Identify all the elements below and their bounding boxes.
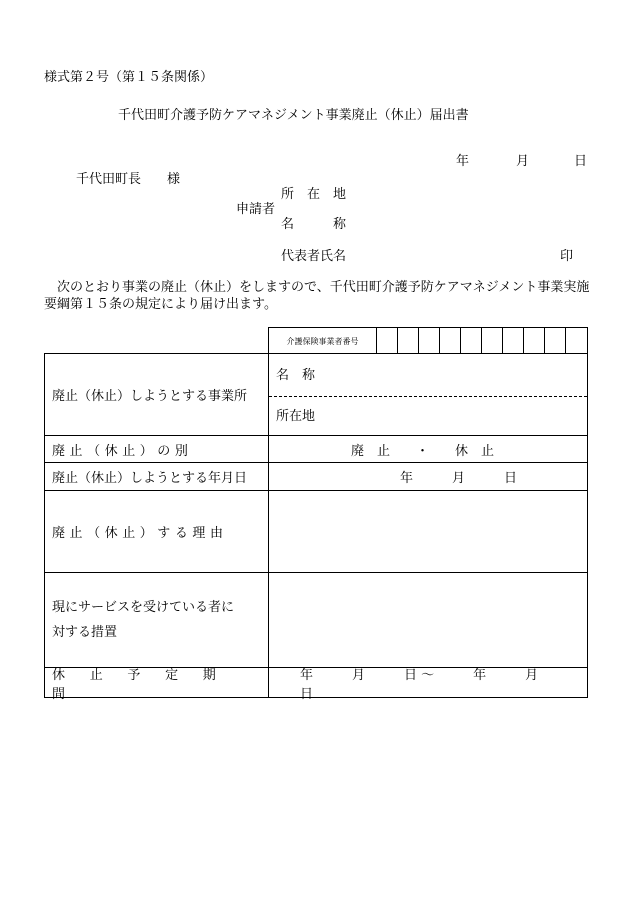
applicant-label: 申請者	[236, 202, 276, 217]
body-text	[44, 279, 590, 313]
facility-label: 廃止（休止）しようとする事業所	[45, 354, 269, 435]
period-label: 休止予定期間	[45, 668, 269, 698]
period-value[interactable]	[269, 668, 587, 702]
type-value-text: 廃 止 ・ 休 止	[351, 443, 495, 459]
facility-address-label: 所在地	[276, 409, 316, 424]
insurer-number-digit[interactable]	[377, 328, 398, 354]
reason-field[interactable]	[269, 491, 587, 572]
insurer-number-box	[268, 327, 588, 354]
measures-label-line1: 現にサービスを受けている者に	[52, 600, 235, 615]
page-title: 千代田町介護予防ケアマネジメント事業廃止（休止）届出書	[118, 108, 469, 123]
insurer-number-digit[interactable]	[524, 328, 545, 354]
insurer-number-digit[interactable]	[545, 328, 566, 354]
date-value-text: 年 月 日	[400, 471, 518, 486]
date-value[interactable]	[269, 463, 587, 490]
date-day: 日	[574, 154, 588, 169]
measures-row	[45, 573, 587, 668]
type-row	[45, 436, 587, 463]
representative-label: 代表者氏名	[281, 249, 347, 264]
reason-label: 廃止（休止）する理由	[45, 491, 269, 572]
measures-field[interactable]	[269, 573, 587, 667]
date-label: 廃止（休止）しようとする年月日	[45, 463, 269, 490]
facility-name-label: 名 称	[276, 368, 316, 383]
applicant-name-label: 名 称	[281, 217, 347, 232]
date-month: 月	[516, 154, 530, 169]
insurer-number-digit[interactable]	[440, 328, 461, 354]
period-row	[45, 668, 587, 702]
insurer-number-digit[interactable]	[398, 328, 419, 354]
measures-label	[45, 573, 269, 667]
insurer-number-digit[interactable]	[482, 328, 503, 354]
measures-label-line2: 対する措置	[52, 625, 118, 640]
body-text-content: 次のとおり事業の廃止（休止）をしますので、千代田町介護予防ケアマネジメント事業実施要綱第１５条の規定により届け出ます。	[44, 280, 590, 312]
notification-table	[44, 353, 588, 702]
date-year: 年	[456, 154, 470, 169]
facility-divider	[269, 396, 587, 397]
form-number: 様式第２号（第１５条関係）	[44, 70, 214, 85]
insurer-number-digit[interactable]	[503, 328, 524, 354]
type-value[interactable]	[269, 436, 587, 462]
insurer-number-digit[interactable]	[419, 328, 440, 354]
type-label: 廃止（休止）の別	[45, 436, 269, 462]
addressee: 千代田町長 様	[76, 172, 181, 187]
insurer-number-digit[interactable]	[566, 328, 587, 354]
insurer-number-label: 介護保険事業者番号	[269, 328, 377, 354]
insurer-number-digit[interactable]	[461, 328, 482, 354]
reason-row	[45, 491, 587, 573]
date-row	[45, 463, 587, 491]
period-value-text: 年 月 日 ～ 年 月 日	[300, 668, 578, 702]
seal-mark: 印	[560, 249, 574, 264]
applicant-address-label: 所 在 地	[281, 187, 347, 202]
facility-row	[45, 354, 587, 436]
